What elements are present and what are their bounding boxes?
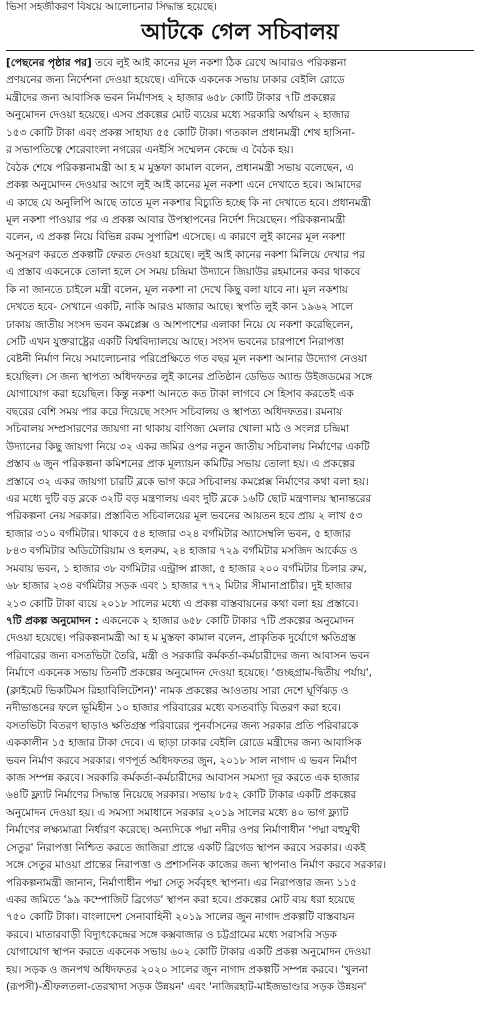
line-text: নির্মাণের লক্ষ্যমাত্রা নির্ধারণ করেছে। অন্যদিকে পদ্মা নদীর ওপর নির্মাণাধীন ‘পদ্মা বহুমুখী bbox=[6, 824, 361, 837]
article-line bbox=[6, 962, 474, 979]
line-text: যোগাযোগ স্থাপন করতে একনেক সভায় ৬০২ কোটি টাকার একটি প্রকল্প অনুমোদন দেওয়া bbox=[6, 946, 371, 959]
article-line bbox=[6, 247, 474, 264]
article-line bbox=[6, 857, 474, 874]
line-text: ভবন নির্মাণ করবে সরকার। গণপূর্ত অধিদফতর জুন, ২০১৮ সাল নাগাদ এ ভবন নির্মাণ bbox=[6, 754, 357, 767]
line-text: মন্ত্রীদের জন্য আবাসিক ভবন নির্মাণসহ ২ হাজার ৬৫৮ কোটি টাকার ৭টি প্রকল্পের bbox=[6, 91, 336, 104]
line-text: বেষ্টনী নির্মাণ নিয়ে সমালোচনার পরিপ্রেক্ষিতে গত বছর মূল নকশা আনার উদ্যোগ নেওয়া bbox=[6, 353, 367, 366]
article-line bbox=[6, 596, 474, 613]
line-text: এ প্রস্তাব একনেকে তোলা হলে সে সময় চন্দ্রিমা উদ্যানে জিয়াউর রহমানের কবর থাকবে bbox=[6, 266, 361, 279]
article-line bbox=[6, 351, 474, 368]
article-line bbox=[6, 264, 474, 281]
article-line bbox=[6, 543, 474, 560]
line-text: পরিকল্পনা নেয় সরকার। প্রস্তাবিত সচিবালয়ের মূল ভবনের আয়তন হবে প্রায় ২ লাখ ৫৩ bbox=[6, 510, 363, 523]
article-line bbox=[6, 822, 474, 839]
article-line bbox=[6, 282, 474, 299]
line-text: প্রস্তাবে ৩২ একর জায়গা চারটি ব্লকে ভাগ করে সচিবালয় কমপ্লেক্স নির্মাণের কথা বলা হয়। bbox=[6, 475, 369, 488]
line-text: বসতভিটা বিতরণ ছাড়াও ক্ষতিগ্রস্ত পরিবারের পুনর্বাসনের জন্য সরকার প্রতি পরিবারকে bbox=[6, 719, 359, 732]
line-text: উদ্যানের কিছু জায়গা নিয়ে ৩২ একর জমির ওপর নতুন জাতীয় সচিবালয় নির্মাণের একটি bbox=[6, 440, 370, 453]
article-line bbox=[6, 439, 474, 456]
article-line bbox=[6, 683, 474, 700]
line-text: ৮৪৩ বর্গমিটার অডিটোরিয়াম ও হলরুম, ২৪ হাজার ৭২৯ বর্গমিটার মসজিদ আর্কেড ও bbox=[6, 545, 358, 558]
article-line bbox=[6, 125, 474, 142]
line-text: বৈঠক শেষে পরিকল্পনামন্ত্রী আ হ ম মুস্তফা কামাল বলেন, প্রধানমন্ত্রী সভায় বলেছেন, এ bbox=[6, 161, 354, 174]
article-line bbox=[6, 491, 474, 508]
article-line bbox=[6, 90, 474, 107]
line-text: ৬৪টি ফ্ল্যাট নির্মাণের সিদ্ধান্ত নিয়েছে সরকার। সভায় ৮৫২ কোটি টাকার একটি প্রকল্পের bbox=[6, 789, 357, 802]
line-text: যোগাযোগ করা হয়েছিল। কিন্তু নকশা আনতে কত টাকা লাগবে সে হিসাব করতেই এক bbox=[6, 388, 354, 401]
article-line bbox=[6, 770, 474, 787]
article-line bbox=[6, 578, 474, 595]
article-line bbox=[6, 630, 474, 647]
article-line bbox=[6, 421, 474, 438]
line-text: হয়েছিল। সে জন্য স্থাপত্য অধিদফতর লুই কানের প্রতিষ্ঠান ডেভিড অ্যান্ড উইজডমের সঙ্গে bbox=[6, 370, 373, 383]
line-text: অনুমোদন দেওয়া হয়। এ সমস্যা সমাধানে সরকার ২০১৯ সালের মধ্যে ৪০ ভাগ ফ্ল্যাট bbox=[6, 806, 349, 819]
article-line bbox=[6, 299, 474, 316]
article-line bbox=[6, 648, 474, 665]
article-line bbox=[6, 212, 474, 229]
newspaper-page bbox=[0, 1, 480, 1018]
article-line bbox=[6, 892, 474, 909]
article-body bbox=[6, 55, 474, 997]
line-text: সমবায় ভবন, ১ হাজার ৩৮ বর্গমিটার এন্ট্রান্স প্লাজা, ৫ হাজার ২০০ বর্গমিটার চিলার রুম, bbox=[6, 562, 367, 575]
article-line bbox=[6, 386, 474, 403]
line-text: প্রকল্প অনুমোদন দেওয়ার আগে লুই আই কানের মূল নকশা এনে দেখাতে হবে। আমাদের bbox=[6, 179, 362, 192]
line-text: অনুসরণ করতে প্রকল্পটি ফেরত দেওয়া হয়েছে। লুই আই কানের নকশা মিলিয়ে দেখার পর bbox=[6, 248, 365, 261]
article-line bbox=[6, 875, 474, 892]
line-text: অনুমোদন দেওয়া হয়েছে। এসব প্রকল্পের মোট ব্যয়ের মধ্যে সরকারি অর্থায়ন ২ হাজার bbox=[6, 109, 350, 122]
line-text: (রূপসী)-শ্রীফলতলা-তেরখাদা সড়ক উন্নয়ন' এবং ‘নাজিরহাট-মাইজভাণ্ডার সড়ক উন্নয়ন' bbox=[6, 981, 367, 994]
article-line bbox=[6, 805, 474, 822]
line-text: করবে। মাতারবাড়ী বিদ্যুৎকেন্দ্রের সঙ্গে কক্সবাজার ও চট্টগ্রামের মধ্যে সরাসরি সড়ক bbox=[6, 928, 337, 941]
article-line bbox=[6, 927, 474, 944]
article-line bbox=[6, 753, 474, 770]
line-text: নদীভাঙনের ফলে ভূমিহীন ১০ হাজার পরিবারের মধ্যে বসতবাড়ি বিতরণ করা হবে। bbox=[6, 702, 341, 715]
article-line bbox=[6, 840, 474, 857]
article-line bbox=[6, 107, 474, 124]
line-text: ১৫৩ কোটি টাকা এবং প্রকল্প সাহায্য ৫৫ কোটি টাকা। গতকাল প্রধানমন্ত্রী শেখ হাসিনা- bbox=[6, 126, 356, 139]
line-text: একনেকে ২ হাজার ৬৫৮ কোটি টাকার ৭টি প্রকল্পের অনুমোদন bbox=[98, 615, 355, 627]
line-text: এর মধ্যে দুটি বড় ব্লকে ৩২টি বড় মন্ত্রণালয় এবং দুটি ব্লকে ১৬টি ছোট মন্ত্রণালয় স্থানান্তরের bbox=[6, 492, 372, 505]
line-text: পরিবারের জন্য বসতভিটা তৈরি, মন্ত্রী ও সরকারি কর্মকর্তা-কর্মচারীদের জন্য আবাসন ভবন bbox=[6, 649, 370, 662]
article-line bbox=[6, 195, 474, 212]
article-line bbox=[6, 561, 474, 578]
line-text: নির্মাণে একনেক সভায় তিনটি প্রকল্পের অনুমোদন দেওয়া হয়েছে। ‘গুচ্ছগ্রাম-দ্বিতীয় পর্যায়', bbox=[6, 667, 372, 680]
article-line bbox=[6, 72, 474, 89]
article-line bbox=[6, 718, 474, 735]
continued-from-tag: [পেছনের পৃষ্ঠার পর] bbox=[6, 57, 92, 69]
line-text: হাজার ৩১০ বর্গমিটার। থাকবে ৫৪ হাজার ৩২৪ বর্গমিটার অ্যাসেম্বলি ভবন, ৫ হাজার bbox=[6, 527, 351, 540]
section-subhead: ৭টি প্রকল্প অনুমোদন : bbox=[6, 615, 99, 627]
line-text: ঢাকায় জাতীয় সংসদ ভবন কমপ্লেক্স ও আশপাশের এলাকা নিয়ে যে নকশা করেছিলেন, bbox=[6, 318, 354, 331]
line-text: বলেন, এ প্রকল্প নিয়ে বিভিন্ন রকম সুপারিশ এসেছে। এ কারণে লুই কানের মূল নকশা bbox=[6, 231, 346, 244]
line-text: প্রস্তাব ৬ জুন পরিকল্পনা কমিশনের প্রাক মূল্যায়ন কমিটির সভায় তোলা হয়। এ প্রকল্পের bbox=[6, 458, 356, 471]
line-text: কাজ সম্পন্ন করবে। সরকারি কর্মকর্তা-কর্মচারীদের আবাসন সমস্যা দূর করতে এক হাজার bbox=[6, 771, 360, 784]
line-text: র সভাপতিত্বে শেরেবাংলা নগরের এনইসি সম্মেলন কেন্দ্রে এ বৈঠক হয়। bbox=[6, 144, 294, 157]
article-line bbox=[6, 787, 474, 804]
article-line bbox=[6, 55, 474, 72]
article-line bbox=[6, 404, 474, 421]
article-line bbox=[6, 909, 474, 926]
previous-article-tail: ভিসা সহজীকরণ বিষয়ে আলোচনার সিদ্ধান্ত হয়েছে। bbox=[6, 1, 217, 13]
headline-divider bbox=[6, 50, 474, 51]
line-text: দেখতে হবে- সেখানে একটি, নাকি আরও মাজার আছে। স্থপতি লুই কান ১৯৬২ সালে bbox=[6, 301, 353, 314]
line-text: বছরের বেশি সময় পার করে দিয়েছে সংসদ সচিবালয় ও স্থাপত্য অধিদফতর। রমনায় bbox=[6, 405, 343, 418]
line-text: পরিকল্পনামন্ত্রী জানান, নির্মাণাধীন পদ্মা সেতু সর্ববৃহৎ স্থাপনা। এর নিরাপত্তার জন্য ১১৫ bbox=[6, 876, 357, 889]
article-line bbox=[6, 177, 474, 194]
line-text: মূল নকশা পাওয়ার পর এ প্রকল্প আবার উপস্থাপনের নির্দেশ দিয়েছেন। পরিকল্পনামন্ত্রী bbox=[6, 213, 346, 226]
article-line bbox=[6, 735, 474, 752]
article-line bbox=[6, 456, 474, 473]
article-line bbox=[6, 526, 474, 543]
line-text: হয়। সড়ক ও জনপথ অধিদফতর ২০২০ সালের জুন নাগাদ প্রকল্পটি সম্পন্ন করবে। ‘খুলনা bbox=[6, 963, 368, 976]
article-line bbox=[6, 160, 474, 177]
article-line bbox=[6, 700, 474, 717]
line-text: সচিবালয় সম্প্রসারণের জায়গা না থাকায় বাণিজ্য মেলার খোলা মাঠ ও সংলগ্ন চন্দ্রিমা bbox=[6, 423, 350, 436]
article-headline: আটকে গেল সচিবালয় bbox=[141, 20, 339, 45]
line-text: সেটি এখন যুক্তরাষ্ট্রের একটি বিশ্ববিদ্যালয়ে আছে। সংসদ ভবনের চারপাশে নিরাপত্তা bbox=[6, 336, 345, 348]
article-line bbox=[6, 979, 474, 996]
line-text: এককালীন ১৫ হাজার টাকা দেবে। এ ছাড়া ঢাকার বেইলি রোডে মন্ত্রীদের জন্য আবাসিক bbox=[6, 737, 362, 750]
article-line bbox=[6, 665, 474, 682]
line-text: দেওয়া হয়েছে। পরিকল্পনামন্ত্রী আ হ ম মুস্তফা কামাল বলেন, প্রাকৃতিক দুর্যোগে ক্ষতিগ্রস্ত bbox=[6, 632, 356, 645]
line-text: ২১৩ কোটি টাকা ব্যয়ে ২০১৮ সালের মধ্যে এ প্রকল্প বাস্তবায়নের কথা বলা হয় প্রস্তাবে। bbox=[6, 597, 359, 610]
article-line bbox=[6, 317, 474, 334]
article-line bbox=[6, 508, 474, 525]
article-line bbox=[6, 369, 474, 386]
line-text: ৭৫০ কোটি টাকা। বাংলাদেশ সেনাবাহিনী ২০১৯ সালের জুন নাগাদ প্রকল্পটি বাস্তবায়ন bbox=[6, 911, 355, 924]
line-text: সঙ্গে সেতুর মাওয়া প্রান্তের নিরাপত্তা ও প্রশাসনিক কাজের জন্য স্থাপনাও নির্মাণ করবে সরকার। bbox=[6, 859, 387, 872]
line-text: সেতুর' নিরাপত্তা নিশ্চিত করতে জাজিরা প্রান্তে একটি ব্রিগেড স্থাপন করবে সরকার। একই bbox=[6, 841, 366, 854]
article-line bbox=[6, 142, 474, 159]
article-line bbox=[6, 613, 474, 630]
line-text: তবে লুই আই কানের মূল নকশা ঠিক রেখে আবারও পরিকল্পনা bbox=[91, 57, 347, 69]
line-text: এ কাছে যে অনুলিপি আছে তাতে মূল নকশার বিচ্যুতি হচ্ছে কি না দেখাতে হবে। প্রধানমন্ত্রী bbox=[6, 196, 371, 209]
line-text: (ক্লাইমেট ভিকটিমস রিহ্যাবিলিটেশন)' নামক প্রকল্পের আওতায় সারা দেশে ঘূর্ণিঝড় ও bbox=[6, 684, 349, 697]
article-line bbox=[6, 944, 474, 961]
article-line bbox=[6, 334, 474, 351]
article-line bbox=[6, 474, 474, 491]
line-text: কি না জানতে চাইলে মন্ত্রী বলেন, মূল নকশা না দেখে কিছু বলা যাবে না। মূল নকশায় bbox=[6, 283, 348, 296]
line-text: ৬৮ হাজার ২৩৪ বর্গমিটার সড়ক এবং ১ হাজার ৭৭২ মিটার সীমানাপ্রাচীর। দুই হাজার bbox=[6, 580, 352, 593]
line-text: একর জমিতে ‘৯৯ কম্পোজিট ব্রিগেড' স্থাপন করা হবে। প্রকল্পের মোট ব্যয় ধরা হয়েছে bbox=[6, 894, 355, 906]
line-text: প্রণয়নের জন্য নির্দেশনা দেওয়া হয়েছে। এদিকে একনেক সভায় ঢাকার বেইলি রোডে bbox=[6, 74, 345, 87]
article-line bbox=[6, 229, 474, 246]
